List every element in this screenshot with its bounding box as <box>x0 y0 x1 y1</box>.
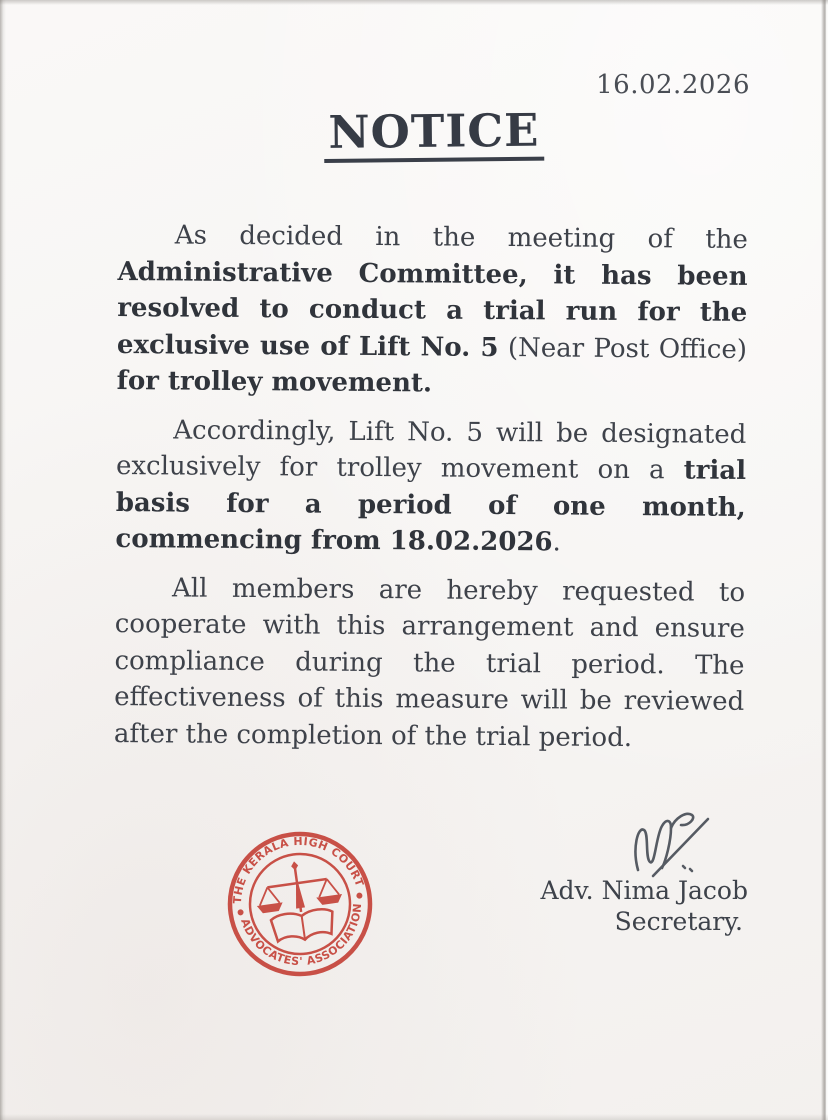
association-seal-stamp <box>214 818 386 990</box>
text-segment: All members are hereby requested to cooperate with this arrangement and ensure compliance during the trial period. The effectiveness of this measure will be reviewed after the completion of the trial period. <box>113 572 746 753</box>
scan-edge-bottom <box>0 1114 828 1120</box>
seal-bottom-text: ADVOCATES' ASSOCIATION <box>238 902 365 969</box>
scan-edge-left <box>0 0 6 1120</box>
open-book-icon <box>270 907 335 943</box>
text-segment: As decided in the meeting of the <box>174 220 748 255</box>
bold-text-segment: trial basis for a period of one month, commencing from 18.02.2026 <box>115 455 747 558</box>
notice-date: 16.02.2026 <box>596 70 750 100</box>
notice-title: NOTICE <box>323 107 545 164</box>
seal-top-text: THE KERALA HIGH COURT <box>230 834 367 905</box>
bold-text-segment: for trolley movement. <box>116 365 433 399</box>
signature-scribble <box>620 806 732 886</box>
seal-right-dot <box>356 892 363 899</box>
seal-left-dot <box>237 909 244 916</box>
signature-graphic <box>620 806 732 886</box>
text-segment: (Near Post Office) <box>498 332 748 365</box>
signatory-name: Adv. Nima Jacob <box>540 876 748 905</box>
bold-text-segment: Administrative Committee, it has been resolved to conduct a trial run for the exclusive use of Lift No. 5 <box>116 256 748 363</box>
scan-edge-top <box>0 0 828 5</box>
text-segment: Accordingly, Lift No. 5 will be designated exclusively for trolley movement on a <box>115 414 747 486</box>
scan-edge-right <box>821 0 828 1120</box>
title-row <box>0 104 828 167</box>
notice-paragraph <box>114 569 745 756</box>
notice-paragraph <box>117 217 748 404</box>
seal-graphic <box>214 818 386 990</box>
notice-paragraph <box>115 411 746 562</box>
signatory-designation: Secretary. <box>614 907 743 936</box>
notice-body <box>114 217 748 769</box>
text-segment: . <box>552 527 561 558</box>
